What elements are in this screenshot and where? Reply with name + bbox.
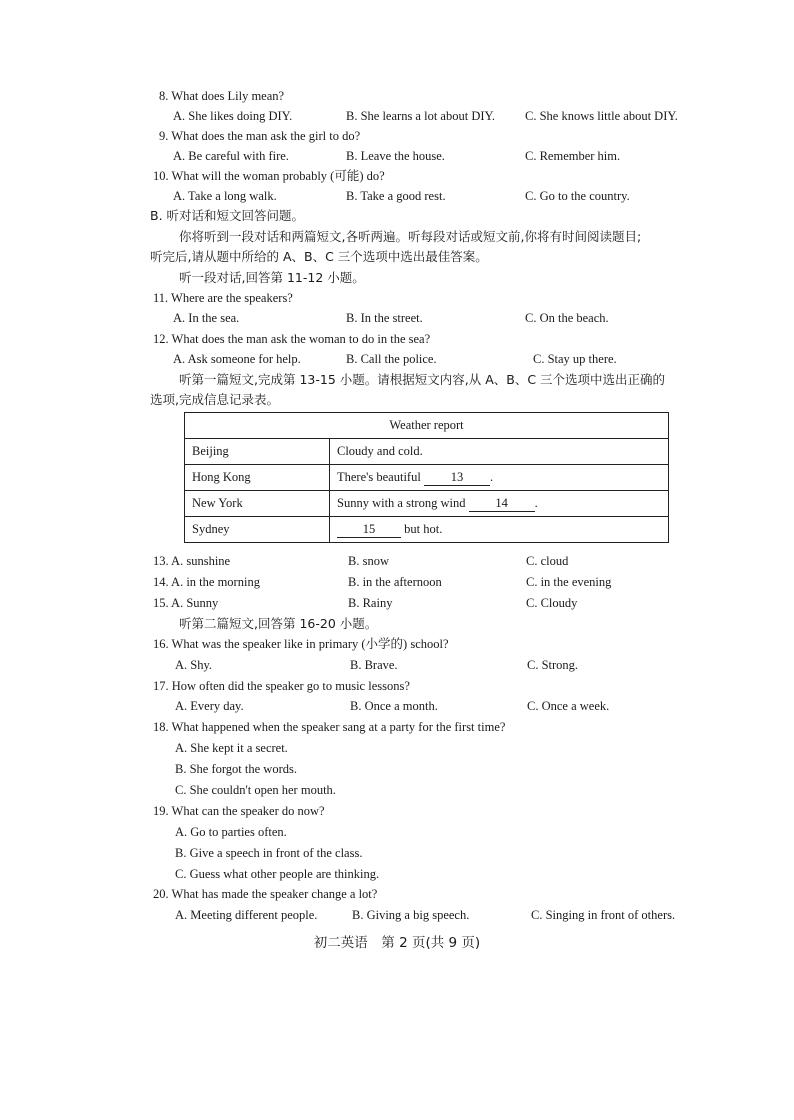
- question-10-option-c: C. Go to the country.: [525, 189, 630, 203]
- section-b-heading: B. 听对话和短文回答问题。: [150, 208, 305, 223]
- question-20-option-c: C. Singing in front of others.: [531, 908, 676, 922]
- question-11-option-c: C. On the beach.: [525, 311, 609, 325]
- question-18-option-c: C. She couldn't open her mouth.: [175, 783, 336, 797]
- dialogue-note: 听一段对话,回答第 11-12 小题。: [179, 270, 365, 285]
- table-row: [185, 439, 669, 465]
- question-12-option-a: A. Ask someone for help.: [173, 352, 301, 366]
- question-8-option-b: B. She learns a lot about DIY.: [346, 109, 496, 123]
- weather-text: There's beautiful: [337, 469, 421, 484]
- weather-text-after: but hot.: [404, 521, 443, 536]
- question-14-option-b: B. in the afternoon: [348, 575, 442, 589]
- table-row: [185, 491, 669, 517]
- question-19-option-b: B. Give a speech in front of the class.: [175, 846, 363, 860]
- question-17-stem: 17. How often did the speaker go to music lessons?: [153, 679, 410, 693]
- question-14-option-c: C. in the evening: [526, 575, 612, 589]
- weather-text: Sunny with a strong wind: [337, 495, 466, 510]
- question-17-option-a: A. Every day.: [175, 699, 244, 713]
- table-row: [185, 465, 669, 491]
- passage-2-note: 听第二篇短文,回答第 16-20 小题。: [179, 616, 378, 631]
- question-11-option-a: A. In the sea.: [173, 311, 240, 325]
- question-16-option-a: A. Shy.: [175, 658, 213, 672]
- weather-text-after: .: [534, 495, 538, 510]
- question-10-stem: 10. What will the woman probably (可能) do?: [153, 169, 385, 183]
- question-19-option-a: A. Go to parties often.: [175, 825, 287, 839]
- answer-blank-15[interactable]: 15: [337, 522, 401, 538]
- weather-cell: [330, 517, 669, 543]
- question-15-option-b: B. Rainy: [348, 596, 393, 610]
- question-10-option-a: A. Take a long walk.: [173, 189, 277, 203]
- city-cell: New York: [185, 491, 330, 517]
- question-8-stem: 8. What does Lily mean?: [159, 89, 285, 103]
- question-8-option-c: C. She knows little about DIY.: [525, 109, 678, 123]
- section-b-instruction-line-1: 你将听到一段对话和两篇短文,各听两遍。听每段对话或短文前,你将有时间阅读题目;: [179, 229, 642, 244]
- question-19-option-c: C. Guess what other people are thinking.: [175, 867, 380, 881]
- question-12-option-b: B. Call the police.: [346, 352, 437, 366]
- question-12-option-c: C. Stay up there.: [533, 352, 617, 366]
- question-16-stem: 16. What was the speaker like in primary (小学的) school?: [153, 637, 449, 651]
- question-14-option-a: 14. A. in the morning: [153, 575, 260, 589]
- question-9-option-a: A. Be careful with fire.: [173, 149, 289, 163]
- question-13-option-c: C. cloud: [526, 554, 569, 568]
- city-cell: Hong Kong: [185, 465, 330, 491]
- question-8-option-a: A. She likes doing DIY.: [173, 109, 293, 123]
- question-17-option-b: B. Once a month.: [350, 699, 438, 713]
- question-9-option-c: C. Remember him.: [525, 149, 621, 163]
- question-10-option-b: B. Take a good rest.: [346, 189, 446, 203]
- question-20-option-a: A. Meeting different people.: [175, 908, 318, 922]
- question-15-option-a: 15. A. Sunny: [153, 596, 219, 610]
- weather-report-title: Weather report: [185, 413, 669, 439]
- question-20-stem: 20. What has made the speaker change a lot?: [153, 887, 378, 901]
- question-18-stem: 18. What happened when the speaker sang at a party for the first time?: [153, 720, 506, 734]
- page-footer: 初二英语 第 2 页(共 9 页): [313, 935, 481, 951]
- table-row: [185, 517, 669, 543]
- question-12-stem: 12. What does the man ask the woman to do in the sea?: [153, 332, 431, 346]
- question-15-option-c: C. Cloudy: [526, 596, 578, 610]
- answer-blank-14[interactable]: 14: [469, 496, 535, 512]
- question-20-option-b: B. Giving a big speech.: [352, 908, 470, 922]
- city-cell: Beijing: [185, 439, 330, 465]
- question-19-stem: 19. What can the speaker do now?: [153, 804, 325, 818]
- passage-1-note-line-2: 选项,完成信息记录表。: [150, 392, 279, 407]
- passage-1-note-line-1: 听第一篇短文,完成第 13-15 小题。请根据短文内容,从 A、B、C 三个选项中选出正确的: [179, 372, 666, 387]
- question-16-option-c: C. Strong.: [527, 658, 579, 672]
- weather-report-table: [184, 412, 669, 543]
- question-13-option-a: 13. A. sunshine: [153, 554, 231, 568]
- question-11-stem: 11. Where are the speakers?: [153, 291, 293, 305]
- question-9-option-b: B. Leave the house.: [346, 149, 445, 163]
- question-9-stem: 9. What does the man ask the girl to do?: [159, 129, 361, 143]
- question-13-option-b: B. snow: [348, 554, 389, 568]
- answer-blank-13[interactable]: 13: [424, 470, 490, 486]
- weather-text-after: .: [489, 469, 494, 484]
- weather-cell: [330, 465, 669, 491]
- question-11-option-b: B. In the street.: [346, 311, 423, 325]
- city-cell: Sydney: [185, 517, 330, 543]
- question-18-option-a: A. She kept it a secret.: [175, 741, 288, 755]
- section-b-instruction-line-2: 听完后,请从题中所给的 A、B、C 三个选项中选出最佳答案。: [150, 249, 488, 264]
- weather-text: Cloudy and cold.: [337, 444, 423, 458]
- question-18-option-b: B. She forgot the words.: [175, 762, 297, 776]
- question-16-option-b: B. Brave.: [350, 658, 398, 672]
- weather-cell: [330, 491, 669, 517]
- weather-cell: [330, 439, 669, 465]
- question-17-option-c: C. Once a week.: [527, 699, 610, 713]
